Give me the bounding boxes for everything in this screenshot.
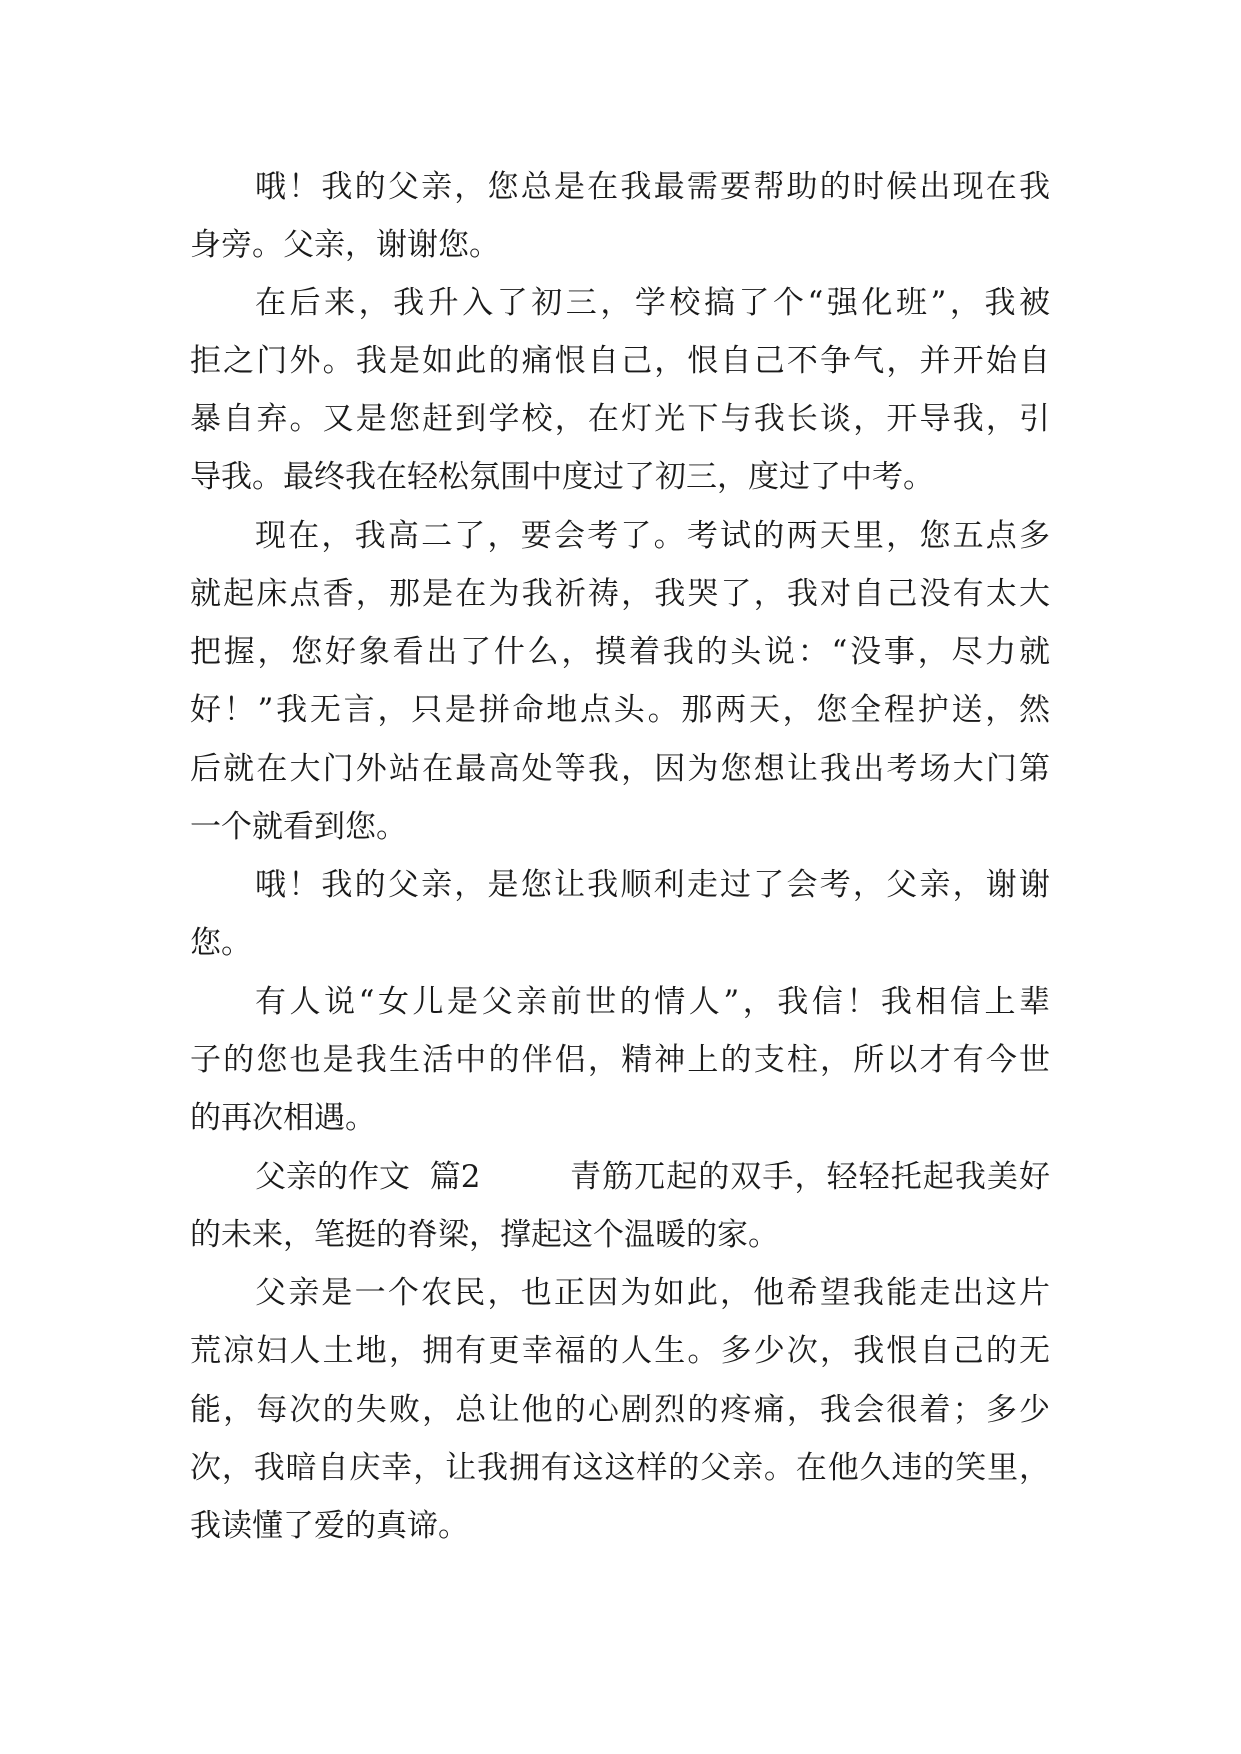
paragraph-5-line-3: 的再次相遇。 (190, 1100, 376, 1136)
paragraph-4-line-2: 您。 (190, 925, 252, 961)
paragraph-2-line-2: 拒之门外。我是如此的痛恨自己，恨自己不争气，并开始自 (190, 343, 1050, 379)
paragraph-3-line-1: 现在，我高二了，要会考了。考试的两天里，您五点多 (255, 518, 1050, 554)
paragraph-4-line-1: 哦！我的父亲，是您让我顺利走过了会考，父亲，谢谢 (255, 867, 1050, 903)
paragraph-2-line-4: 导我。最终我在轻松氛围中度过了初三，度过了中考。 (190, 459, 934, 495)
paragraph-2-line-3: 暴自弃。又是您赶到学校，在灯光下与我长谈，开导我，引 (190, 401, 1050, 437)
paragraph-3-line-5: 后就在大门外站在最高处等我，因为您想让我出考场大门第 (190, 751, 1050, 787)
paragraph-7-line-3: 能，每次的失败，总让他的心剧烈的疼痛，我会很着；多少 (190, 1392, 1050, 1428)
paragraph-7-line-1: 父亲是一个农民，也正因为如此，他希望我能走出这片 (255, 1275, 1050, 1311)
paragraph-3-line-6: 一个就看到您。 (190, 809, 407, 845)
paragraph-3-line-2: 就起床点香，那是在为我祈祷，我哭了，我对自己没有太大 (190, 576, 1050, 612)
paragraph-3-line-3: 把握，您好象看出了什么，摸着我的头说：“没事，尽力就 (190, 634, 1050, 670)
section-heading: 父亲的作文 篇2 (255, 1159, 481, 1195)
paragraph-6-line-1: 青筋兀起的双手，轻轻托起我美好 (570, 1159, 1050, 1195)
paragraph-5-line-1: 有人说“女儿是父亲前世的情人”，我信！我相信上辈 (255, 984, 1050, 1020)
paragraph-3-line-4: 好！”我无言，只是拼命地点头。那两天，您全程护送，然 (190, 692, 1050, 728)
paragraph-1-line-2: 身旁。父亲，谢谢您。 (190, 227, 500, 263)
paragraph-2-line-1: 在后来，我升入了初三，学校搞了个“强化班”，我被 (255, 285, 1050, 321)
paragraph-1-line-1: 哦！我的父亲，您总是在我最需要帮助的时候出现在我 (255, 169, 1050, 205)
paragraph-7-line-5: 我读懂了爱的真谛。 (190, 1508, 469, 1544)
paragraph-6-line-2: 的未来，笔挺的脊梁，撑起这个温暖的家。 (190, 1217, 779, 1253)
section-heading-line (255, 1148, 1050, 1206)
paragraph-7-line-4: 次，我暗自庆幸，让我拥有这这样的父亲。在他久违的笑里， (190, 1450, 1050, 1486)
paragraph-7-line-2: 荒凉妇人土地，拥有更幸福的人生。多少次，我恨自己的无 (190, 1333, 1050, 1369)
paragraph-5-line-2: 子的您也是我生活中的伴侣，精神上的支柱，所以才有今世 (190, 1042, 1050, 1078)
